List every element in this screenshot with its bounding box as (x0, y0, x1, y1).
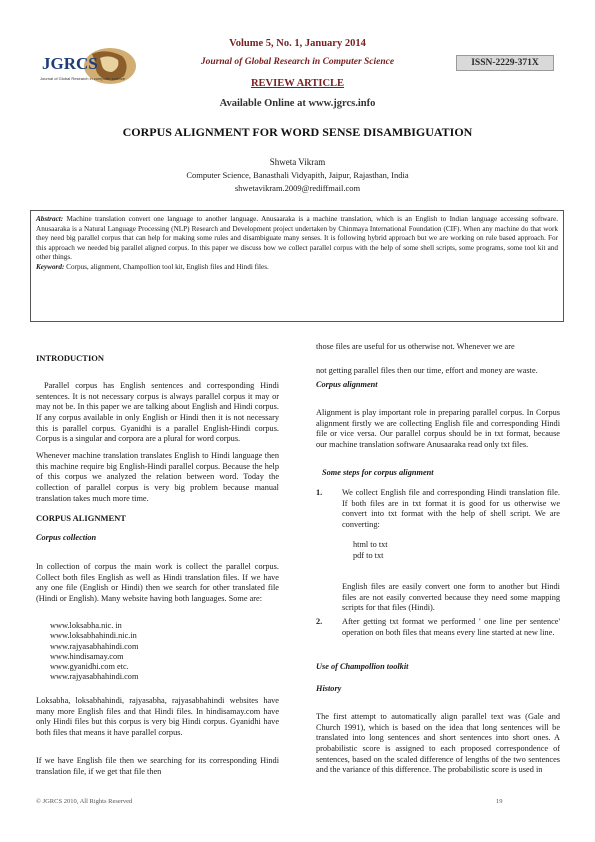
author-affiliation: Computer Science, Banasthali Vidyapith, Jaipur, Rajasthan, India (186, 170, 409, 180)
url-list (50, 621, 138, 683)
history-paragraph: The first attempt to automatically align parallel text was (Gale and Church 1991), which is based on the idea that long sentences will be translated into long sentences and short sentences into short ones. A probabilistic score is assigned to each proposed correspondence of sentences, based on the scaled difference of lengths of the two sentences and the variance of this difference. The probabilistic score is used in (316, 712, 560, 775)
alignment-paragraph: Alignment is play important role in preparing parallel corpus. In Corpus alignment firstly we are collecting English file and corresponding Hindi file or vice versa. Our parallel corpus should be in txt format, because our machine translation software Anusaaraka read only txt files. (316, 408, 560, 450)
continuation-line: those files are useful for us otherwise not. Whenever we are (316, 342, 515, 352)
available-online: Available Online at www.jgrcs.info (219, 98, 376, 109)
step-2 (316, 617, 560, 638)
corpus-alignment-subheading: Corpus alignment (316, 380, 378, 389)
step-2-number: 2. (316, 617, 323, 626)
conversion-item: pdf to txt (353, 550, 384, 560)
conversion-list (353, 540, 388, 561)
author-email[interactable]: shwetavikram.2009@rediffmail.com (234, 183, 361, 193)
url-item[interactable]: www.rajyasabhahindi.com (50, 641, 139, 651)
abstract-text: Machine translation convert one language to another language. Anusaaraka is a machine translation, which is an English to Indian language accessing software. Anusaaraka is a Natural Language Processing (NLP) Research and Development project undertaken by Chinmaya International Foundation (CIF). When any machine do that work they need big parallel corpus that can help for making some rules and disambiguate many senses. It is following hybrid approach but we are working on rule based approach. For this approach we needed big parallel aligned corpus. In this paper we discuss how we collect parallel corpus with the help of some shell scripts, some programs, some tool kit and other things. (36, 215, 558, 262)
paper-title: CORPUS ALIGNMENT FOR WORD SENSE DISAMBIGUATION (122, 125, 473, 139)
steps-heading: Some steps for corpus alignment (322, 468, 434, 477)
article-type: REVIEW ARTICLE (250, 78, 345, 89)
author-name: Shweta Vikram (269, 157, 326, 167)
corpus-alignment-heading: CORPUS ALIGNMENT (36, 513, 126, 523)
url-item[interactable]: www.loksabhahindi.nic.in (50, 631, 137, 641)
url-item[interactable]: www.hindisamay.com (50, 651, 124, 661)
footer-copyright: © JGRCS 2010, All Rights Reserved (36, 798, 133, 805)
collection-paragraph-3: If we have English file then we searching for its corresponding Hindi translation file, if we get that file then (36, 756, 279, 776)
champollion-heading: Use of Champollion toolkit (316, 662, 409, 671)
issn-badge: ISSN-2229-371X (456, 55, 554, 71)
step-1-text: We collect English file and corresponding Hindi translation file. If both files are in txt format it is good for us otherwise we convert into txt format with the help of shell script. We are converting: (342, 488, 560, 529)
volume-line: Volume 5, No. 1, January 2014 (229, 38, 366, 49)
url-item[interactable]: www.rajyasabhahindi.com (50, 672, 139, 682)
history-heading: History (316, 684, 342, 693)
abstract-label: Abstract: (36, 215, 64, 223)
journal-name: Journal of Global Research in Computer Science (200, 57, 395, 67)
url-item[interactable]: www.loksabha.nic. in (50, 621, 122, 630)
corpus-collection-heading: Corpus collection (36, 533, 97, 542)
abstract-box (30, 210, 564, 322)
intro-paragraph-1: Parallel corpus has English sentences and corresponding Hindi sentences. It is not necessary corpus is always parallel corpus it may or may not be. In this paper we are talking about English and Hindi corpus. If any corpus available in only English or Hindi then it is not necessary this is parallel corpus. Gyanidhi is a parallel English-Hindi corpus. Corpus is a singular and corpora are a plural for word corpus. (36, 381, 279, 444)
intro-paragraph-2: Whenever machine translation translates English to Hindi language then this machine require big English-Hindi parallel corpus. Because the help of this corpus we analyzed the relation between word. Today the collection of parallel corpus is very big problem because manual translation takes much more time. (36, 451, 279, 503)
intro-heading: INTRODUCTION (36, 353, 105, 363)
keywords-text: Corpus, alignment, Champollion tool kit, English files and Hindi files. (64, 262, 269, 271)
url-item[interactable]: www.gyanidhi.com etc. (50, 662, 129, 672)
step-1-number: 1. (316, 488, 323, 497)
conversion-item: html to txt (353, 540, 388, 549)
collection-paragraph-2: Loksabha, loksabhahindi, rajyasabha, rajyasabhahindi websites have many more English files and that Hindi files. In hindisamay.com have only Hindi files but this corpus is very big Hindi corpus. Gyanidhi have both files that means it have parallel corpus. (36, 696, 279, 738)
logo-subtext: Journal of Global Research in computer science (40, 76, 126, 81)
logo-text: JGRCS (42, 54, 98, 73)
step-1 (316, 488, 560, 530)
continuation-paragraph: not getting parallel files then our time, effort and money are waste. (316, 366, 538, 376)
step-2-text: After getting txt format we performed ' one line per sentence' operation on both files that means every line started at new line. (342, 617, 560, 637)
step-1-note: English files are easily convert one form to another but Hindi files are not easily converted because they need some mapping scripts for that files (Hindi). (342, 582, 560, 613)
page-number: 19 (496, 798, 503, 805)
collection-paragraph-1: In collection of corpus the main work is collect the parallel corpus. Collect both files English as well as Hindi translation files. If we have any one file (English or Hindi) then we search for other translated file (Hindi or English). Many website having both languages. Some are: (36, 562, 279, 604)
keywords-label: Keyword: (36, 262, 65, 271)
